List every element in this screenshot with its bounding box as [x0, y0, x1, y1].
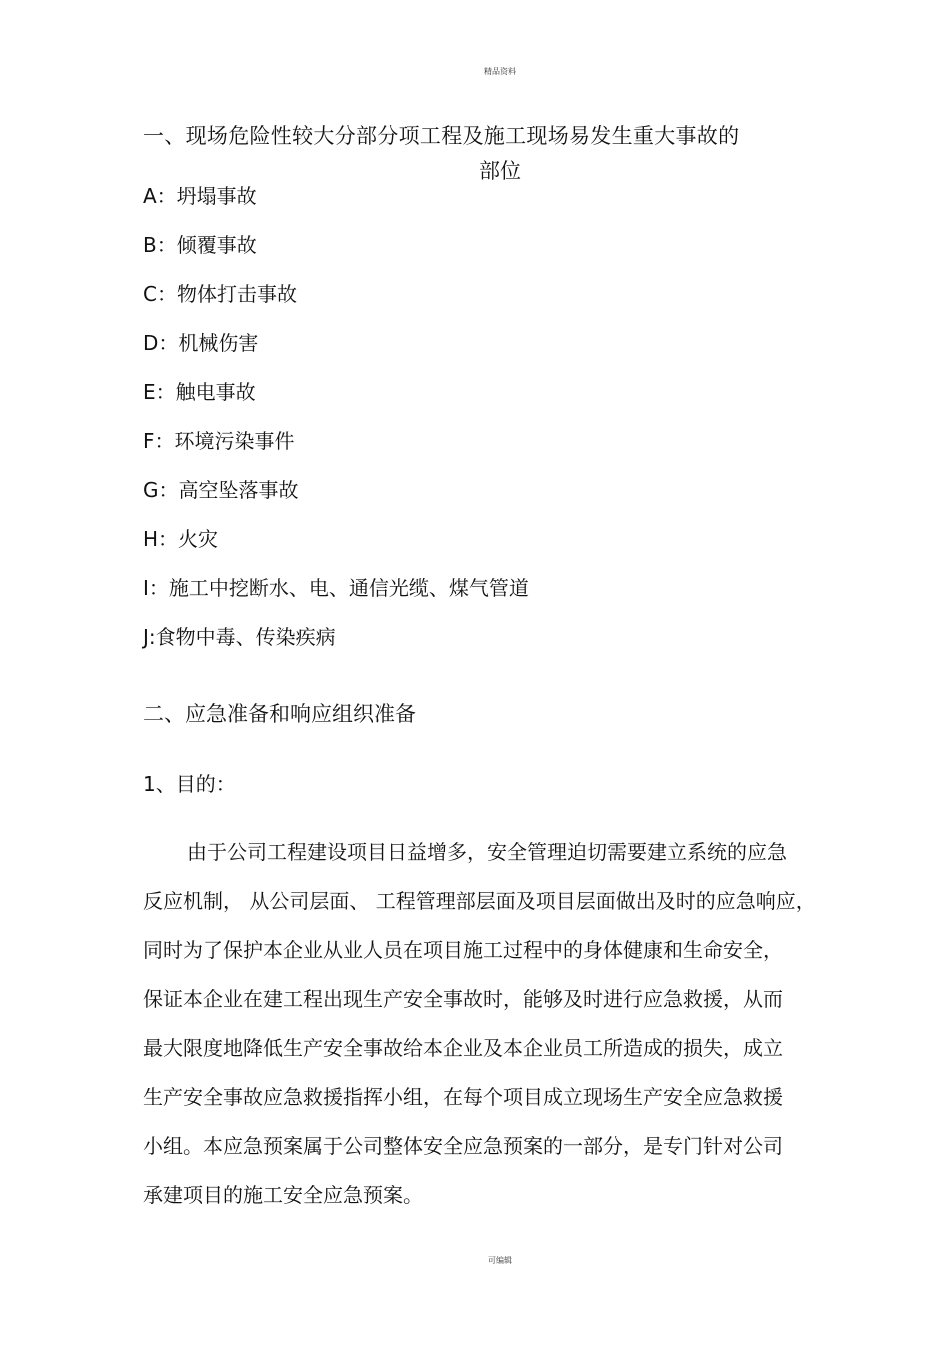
- hazard-list: [143, 183, 529, 673]
- paragraph-line: 承建项目的施工安全应急预案。: [143, 1183, 423, 1207]
- list-item: F：环境污染事件: [143, 429, 295, 453]
- header-watermark: 精品资料: [484, 67, 516, 76]
- list-item: H：火灾: [143, 527, 219, 551]
- list-item: D：机械伤害: [143, 331, 259, 355]
- list-item: C：物体打击事故: [143, 282, 297, 306]
- paragraph-line: 保证本企业在建工程出现生产安全事故时，能够及时进行应急救援，从而: [143, 987, 783, 1011]
- footer-watermark: 可编辑: [488, 1256, 512, 1265]
- paragraph-line: 小组。本应急预案属于公司整体安全应急预案的一部分，是专门针对公司: [143, 1134, 783, 1158]
- paragraph-line: 由于公司工程建设项目日益增多，安全管理迫切需要建立系统的应急: [187, 840, 787, 864]
- list-item: E：触电事故: [143, 380, 256, 404]
- list-item: J:食物中毒、传染疾病: [143, 625, 336, 649]
- purpose-subheading: 1、目的：: [143, 772, 236, 796]
- section1-title-line1: 一、现场危险性较大分部分项工程及施工现场易发生重大事故的: [143, 124, 740, 148]
- paragraph-line: 反应机制， 从公司层面、 工程管理部层面及项目层面做出及时的应急响应，: [143, 889, 816, 913]
- list-item: A：坍塌事故: [143, 184, 257, 208]
- purpose-paragraph: [143, 838, 816, 1230]
- list-item: G：高空坠落事故: [143, 478, 299, 502]
- section2-heading: 二、应急准备和响应组织准备: [143, 702, 416, 726]
- paragraph-line: 生产安全事故应急救援指挥小组，在每个项目成立现场生产安全应急救援: [143, 1085, 783, 1109]
- list-item: B：倾覆事故: [143, 233, 257, 257]
- section1-title-line2: 部位: [479, 159, 521, 183]
- paragraph-line: 最大限度地降低生产安全事故给本企业及本企业员工所造成的损失，成立: [143, 1036, 783, 1060]
- list-item: I：施工中挖断水、电、通信光缆、煤气管道: [143, 576, 529, 600]
- paragraph-line: 同时为了保护本企业从业人员在项目施工过程中的身体健康和生命安全，: [143, 938, 783, 962]
